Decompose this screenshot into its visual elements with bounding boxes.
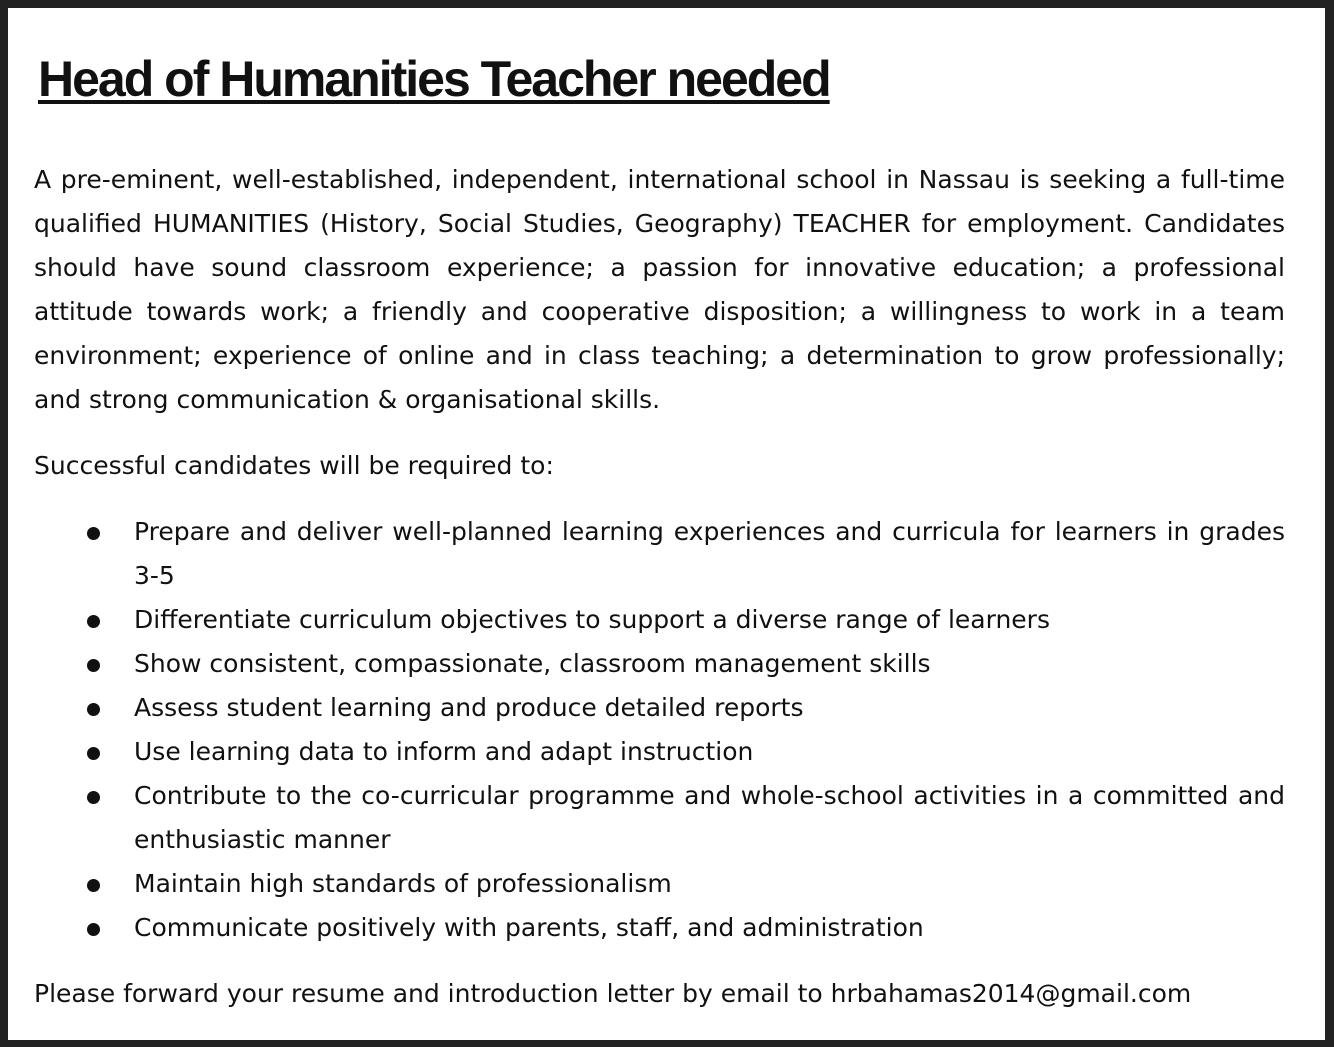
bullet-icon <box>87 879 100 892</box>
bullet-icon <box>87 747 100 760</box>
list-item <box>34 510 1285 598</box>
list-item-text: Prepare and deliver well-planned learning experiences and curricula for learners in grades 3-5 <box>134 517 1285 590</box>
list-item-text: Maintain high standards of professionalism <box>134 869 672 898</box>
list-item <box>34 774 1285 862</box>
list-item <box>34 686 1285 730</box>
list-item <box>34 598 1285 642</box>
intro-paragraph: A pre-eminent, well-established, independent, international school in Nassau is seeking a full-time qualified HUMANITIES (History, Social Studies, Geography) TEACHER for employment. Candidates should have sound classroom experience; a passion for innovative education; a professional attitude towards work; a friendly and cooperative disposition; a willingness to work in a team environment; experience of online and in class teaching; a determination to grow professionally; and strong communication & organisational skills. <box>34 165 1285 414</box>
list-item <box>34 906 1285 950</box>
list-item-text: Contribute to the co-curricular programme and whole-school activities in a committed and enthusiastic manner <box>134 781 1285 854</box>
requirements-heading: Successful candidates will be required to: <box>34 451 554 480</box>
list-item <box>34 730 1285 774</box>
bullet-icon <box>87 615 100 628</box>
list-item-text: Communicate positively with parents, staff, and administration <box>134 913 924 942</box>
bullet-icon <box>87 703 100 716</box>
list-item-text: Differentiate curriculum objectives to support a diverse range of learners <box>134 605 1050 634</box>
bullet-icon <box>87 527 100 540</box>
ad-body <box>34 158 1285 1016</box>
contact-instructions: Please forward your resume and introduction letter by email to hrbahamas2014@gmail.com <box>34 979 1192 1008</box>
list-item-text: Show consistent, compassionate, classroom management skills <box>134 649 931 678</box>
list-item <box>34 642 1285 686</box>
list-item-text: Use learning data to inform and adapt instruction <box>134 737 754 766</box>
requirements-list <box>34 510 1285 950</box>
list-item <box>34 862 1285 906</box>
list-item-text: Assess student learning and produce detailed reports <box>134 693 804 722</box>
bullet-icon <box>87 791 100 804</box>
bullet-icon <box>87 923 100 936</box>
bullet-icon <box>87 659 100 672</box>
page-title: Head of Humanities Teacher needed <box>38 51 830 107</box>
